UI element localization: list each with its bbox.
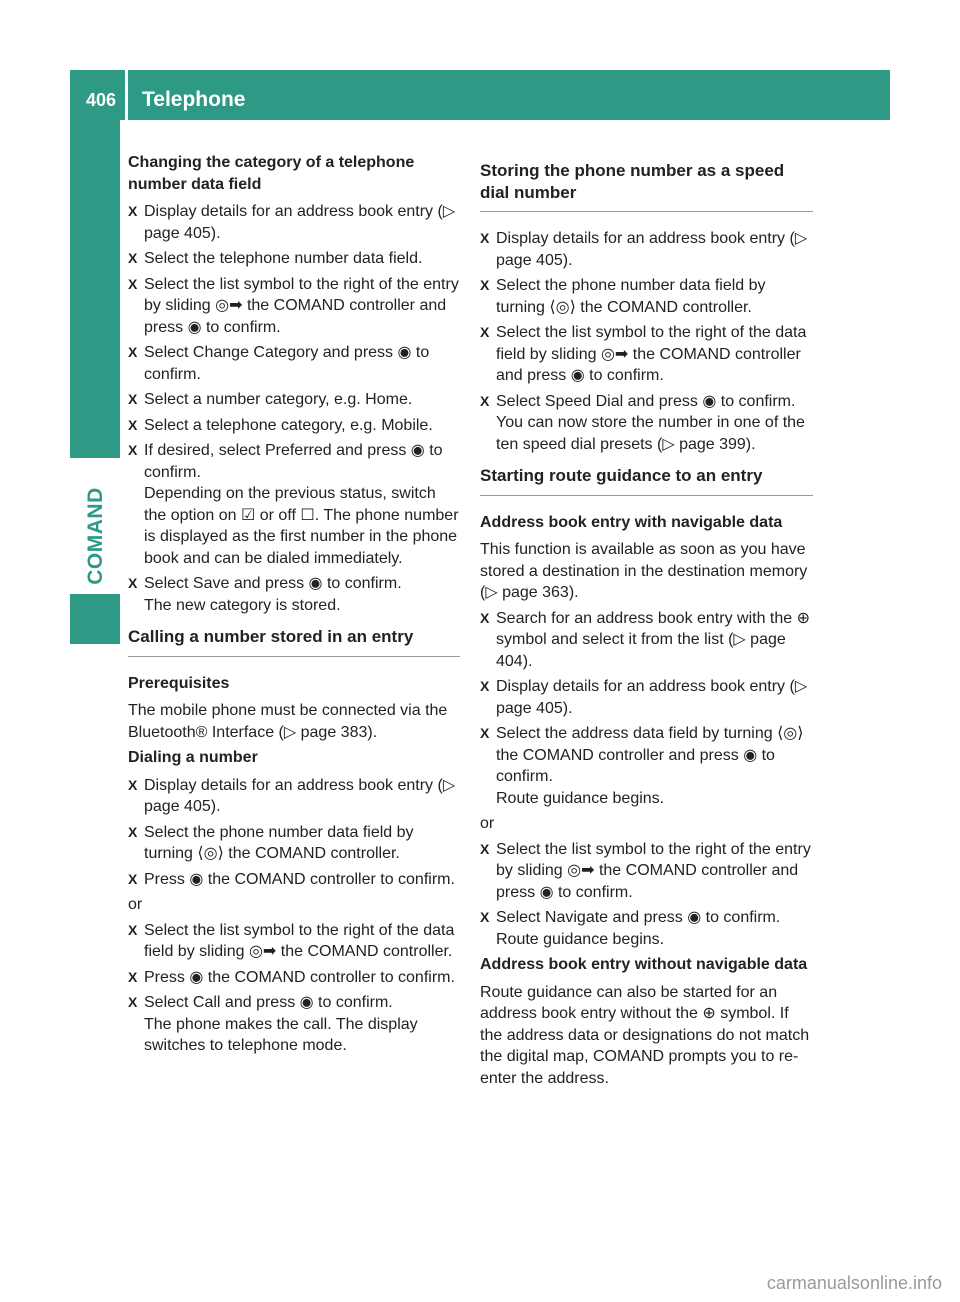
right-column — [480, 150, 813, 1093]
list-item — [480, 907, 813, 950]
or-separator: or — [480, 815, 495, 832]
list-item — [480, 723, 813, 809]
heading-non-navigable: Address book entry without navigable data — [480, 956, 808, 973]
list-item: X Select a telephone category, e.g. Mobile. — [128, 415, 460, 437]
list-item-note: Route guidance begins. — [496, 930, 665, 948]
page-number: 406 — [86, 90, 117, 110]
navigable-text: This function is available as soon as you have stored a destination in the destination memory (▷ page 363). — [480, 541, 808, 601]
list-item: X Select the telephone number data field. — [128, 248, 460, 270]
list-item — [480, 391, 813, 456]
watermark: carmanualsonline.info — [766, 1273, 942, 1293]
heading-dialing: Dialing a number — [128, 749, 258, 766]
list-item: X Select the list symbol to the right of the entry by sliding ◎➡ the COMAND controller and press ◉ to confirm. — [480, 839, 813, 904]
list-item: X Select the phone number data field by turning ⟨◎⟩ the COMAND controller. — [128, 822, 460, 865]
list-item: X Select the list symbol to the right of the entry by sliding ◎➡ the COMAND controller and press ◉ to confirm. — [128, 274, 460, 339]
heading-prerequisites: Prerequisites — [128, 674, 230, 692]
or-separator: or — [128, 896, 143, 913]
left-column — [128, 150, 460, 1061]
list-item-note: Depending on the previous status, switch the option on ☑ or off ☐. The phone number is displayed as the first number in the phone book and can be dialed immediately. — [144, 485, 459, 567]
list-item — [128, 440, 460, 569]
heading-calling-number: Calling a number stored in an entry — [128, 626, 460, 657]
list-item: X Search for an address book entry with the ⊕ symbol and select it from the list (▷ page 404). — [480, 608, 813, 673]
list-item — [128, 573, 460, 616]
list-item-text: Select Save and press ◉ to confirm. — [144, 575, 402, 592]
side-tab — [70, 120, 120, 458]
list-item: X Display details for an address book entry (▷ page 405). — [480, 676, 813, 719]
list-item: X Select the list symbol to the right of the data field by sliding ◎➡ the COMAND controller and press ◉ to confirm. — [480, 322, 813, 387]
list-item: X Select Change Category and press ◉ to confirm. — [128, 342, 460, 385]
list-item: X Display details for an address book entry (▷ page 405). — [128, 201, 460, 244]
section-title: Telephone — [142, 88, 246, 111]
list-item-text: Select Speed Dial and press ◉ to confirm. — [496, 392, 796, 410]
list-item-note: Route guidance begins. — [496, 789, 665, 807]
prerequisites-text: The mobile phone must be connected via the Bluetooth® Interface (▷ page 383). — [128, 702, 448, 741]
list-item: X Press ◉ the COMAND controller to confirm. — [128, 869, 460, 891]
list-item-text: Select the address data field by turning ⟨◎⟩ the COMAND controller and press ◉ to confirm. — [496, 725, 804, 785]
list-item-text: Select Call and press ◉ to confirm. — [144, 994, 393, 1011]
list-item: X Press ◉ the COMAND controller to confirm. — [128, 967, 460, 989]
list-item-note: You can now store the number in one of the ten speed dial presets (▷ page 399). — [496, 414, 805, 453]
list-item: X Select a number category, e.g. Home. — [128, 389, 460, 411]
list-item: X Select the phone number data field by turning ⟨◎⟩ the COMAND controller. — [480, 275, 813, 318]
side-label: COMAND — [84, 487, 107, 585]
heading-route-guidance: Starting route guidance to an entry — [480, 465, 813, 496]
header-divider — [125, 70, 128, 120]
list-item — [128, 992, 460, 1057]
list-item-text: Select Navigate and press ◉ to confirm. — [496, 909, 781, 926]
side-block — [70, 594, 120, 644]
heading-change-category: Changing the category of a telephone number data field — [128, 154, 415, 193]
heading-speed-dial: Storing the phone number as a speed dial number — [480, 160, 813, 212]
list-item-text: If desired, select Preferred and press ◉ to confirm. — [144, 442, 443, 481]
list-item: X Select the list symbol to the right of the data field by sliding ◎➡ the COMAND controller. — [128, 920, 460, 963]
list-item: X Display details for an address book entry (▷ page 405). — [128, 775, 460, 818]
heading-navigable: Address book entry with navigable data — [480, 513, 783, 531]
list-item: X Display details for an address book entry (▷ page 405). — [480, 228, 813, 271]
list-item-note: The new category is stored. — [144, 596, 341, 614]
list-item-note: The phone makes the call. The display switches to telephone mode. — [144, 1015, 418, 1054]
non-navigable-text: Route guidance can also be started for an address book entry without the ⊕ symbol. If the address data or designations do not match the digital map, COMAND prompts you to re-enter the address. — [480, 983, 810, 1087]
